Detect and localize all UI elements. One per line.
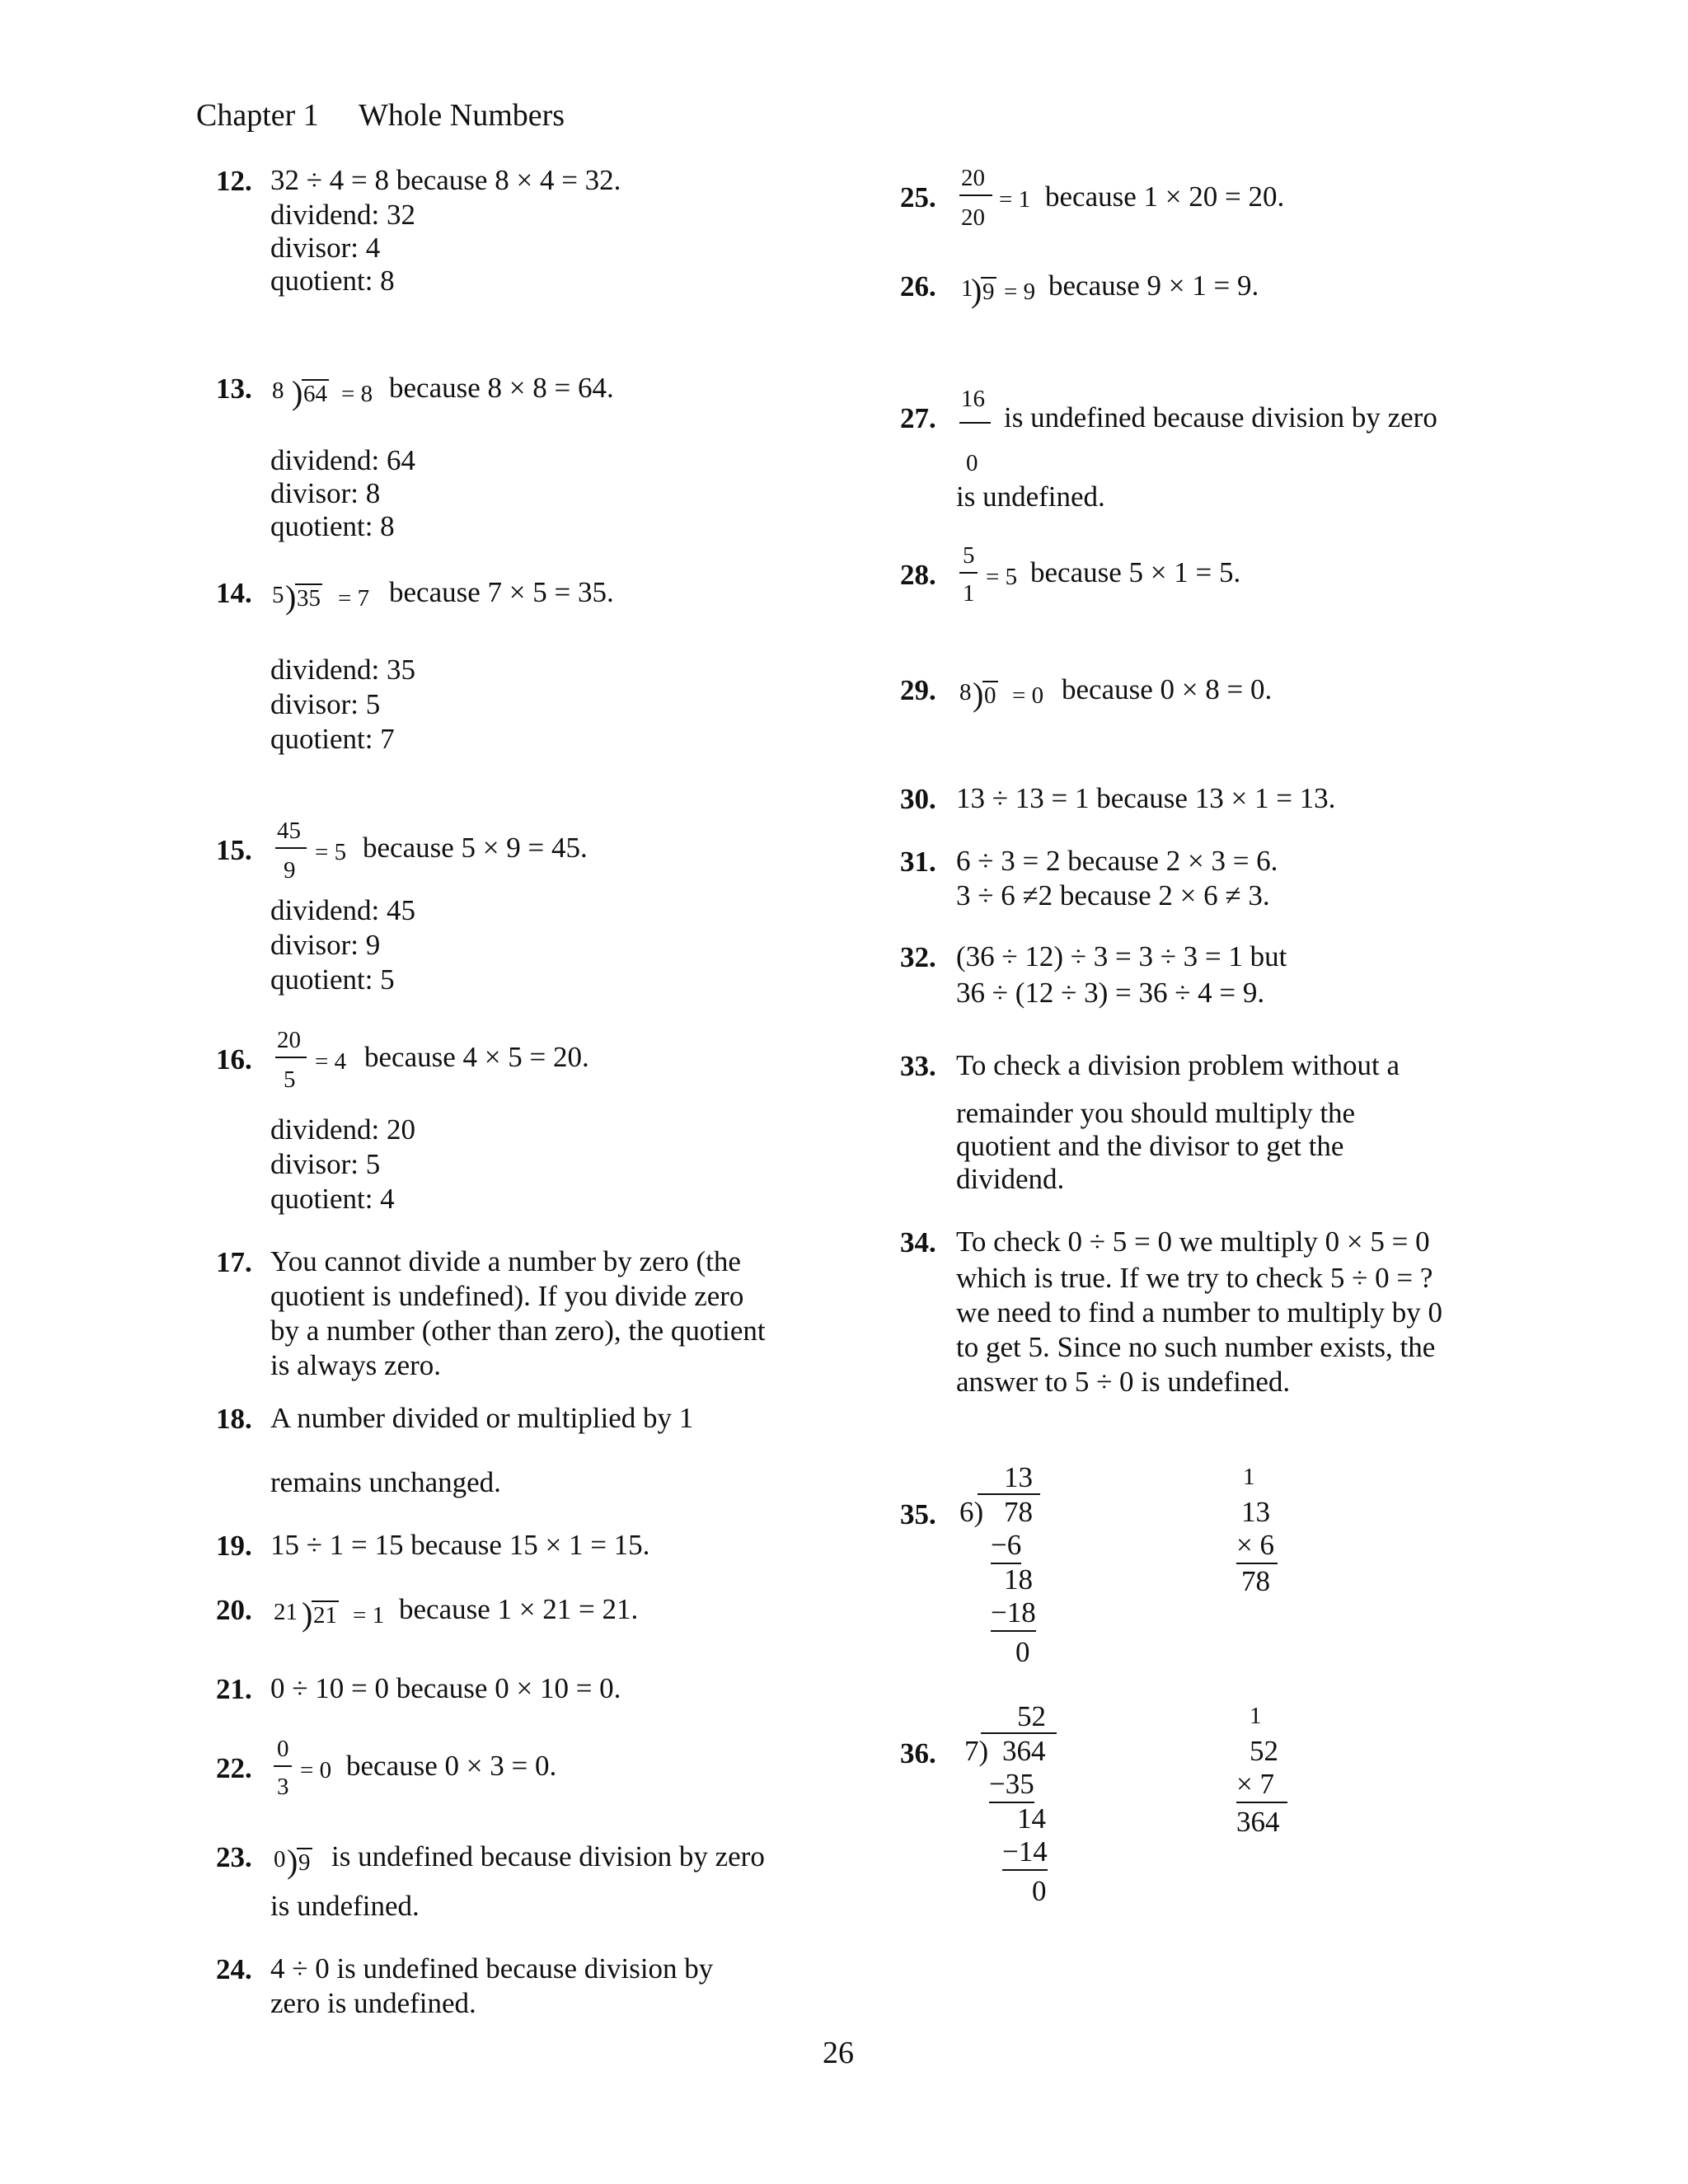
multiplicand: 13 — [1241, 1496, 1270, 1528]
chapter-label: Chapter 1 — [196, 98, 319, 133]
problem-line: answer to 5 ÷ 0 is undefined. — [956, 1366, 1291, 1398]
problem-line: 36 ÷ (12 ÷ 3) = 36 ÷ 4 = 9. — [956, 977, 1265, 1009]
problem-number: 20. — [216, 1594, 252, 1626]
fraction-bar — [274, 1765, 292, 1767]
fraction-bar — [959, 572, 978, 574]
problem-line: quotient: 5 — [270, 963, 395, 996]
long-division-divisor: 1 — [961, 275, 973, 302]
problem-line: dividend: 20 — [270, 1113, 415, 1146]
page-number: 26 — [823, 2036, 854, 2070]
remainder-line: 14 — [1017, 1802, 1046, 1835]
problem-line: 32 ÷ 4 = 8 because 8 × 4 = 32. — [270, 164, 621, 196]
divisor: 6) — [959, 1496, 984, 1528]
problem-line: divisor: 8 — [270, 477, 381, 509]
problem-line: we need to find a number to multiply by 0 — [956, 1296, 1443, 1329]
fraction-denominator: 20 — [961, 204, 985, 231]
problem-line: zero is undefined. — [270, 1987, 476, 2019]
problem-number: 31. — [900, 846, 936, 878]
problem-number: 29. — [900, 674, 936, 706]
result: = 4 — [315, 1048, 347, 1075]
result: = 1 — [999, 186, 1031, 213]
problem-number: 15. — [216, 834, 252, 866]
problem-line: To check a division problem without a — [956, 1049, 1400, 1081]
problem-line: A number divided or multiplied by 1 — [270, 1402, 694, 1434]
dividend: 78 — [1004, 1496, 1033, 1528]
problem-number: 12. — [216, 165, 252, 197]
problem-line: quotient: 8 — [270, 265, 395, 297]
problem-number: 27. — [900, 402, 936, 434]
subtract-line: −6 — [991, 1528, 1021, 1564]
long-division-dividend: 0 — [984, 682, 996, 709]
fraction-denominator: 0 — [966, 450, 978, 476]
explanation: because 5 × 9 = 45. — [363, 832, 588, 864]
problem-line: divisor: 9 — [270, 929, 381, 961]
long-division-divisor: 5 — [272, 582, 284, 608]
explanation: because 8 × 8 = 64. — [389, 372, 614, 404]
problem-line: which is true. If we try to check 5 ÷ 0 = ? — [956, 1262, 1433, 1294]
result: = 8 — [341, 381, 373, 407]
explanation: because 1 × 21 = 21. — [399, 1593, 639, 1625]
problem-line: (36 ÷ 12) ÷ 3 = 3 ÷ 3 = 1 but — [956, 940, 1287, 972]
multiplier: × 7 — [1236, 1767, 1287, 1803]
explanation: because 0 × 3 = 0. — [346, 1750, 557, 1782]
fraction-numerator: 16 — [961, 386, 985, 412]
product: 364 — [1236, 1806, 1280, 1838]
problem-line: quotient: 4 — [270, 1183, 395, 1215]
explanation: because 0 × 8 = 0. — [1062, 673, 1273, 705]
problem-number: 21. — [216, 1673, 252, 1705]
subtract-line: −18 — [991, 1596, 1036, 1632]
problem-line: by a number (other than zero), the quotient — [270, 1315, 766, 1347]
fraction-denominator: 9 — [284, 857, 296, 883]
problem-number: 16. — [216, 1043, 252, 1076]
fraction-numerator: 20 — [277, 1027, 301, 1053]
problem-number: 18. — [216, 1403, 252, 1435]
fraction-numerator: 20 — [961, 165, 985, 191]
explanation: because 1 × 20 = 20. — [1045, 180, 1285, 213]
fraction-denominator: 5 — [284, 1066, 296, 1093]
explanation: because 7 × 5 = 35. — [389, 576, 614, 608]
problem-line: 4 ÷ 0 is undefined because division by — [270, 1952, 714, 1985]
problem-line: quotient: 7 — [270, 723, 395, 755]
quotient: 52 — [1017, 1700, 1046, 1732]
problem-number: 14. — [216, 577, 252, 609]
remainder-line: 0 — [1015, 1636, 1030, 1668]
problem-line: dividend: 64 — [270, 444, 415, 476]
problem-number: 17. — [216, 1246, 252, 1278]
explanation: because 9 × 1 = 9. — [1048, 269, 1259, 302]
fraction-bar — [275, 847, 307, 849]
long-division-divisor: 21 — [274, 1599, 298, 1625]
problem-number: 25. — [900, 181, 936, 213]
fraction-numerator: 5 — [963, 542, 975, 569]
problem-line: quotient: 8 — [270, 510, 395, 542]
problem-line: dividend: 32 — [270, 199, 415, 231]
problem-line: divisor: 5 — [270, 1148, 381, 1180]
problem-line: to get 5. Since no such number exists, the — [956, 1331, 1436, 1363]
long-division-dividend: 9 — [982, 279, 995, 305]
division-bracket: ) — [287, 1843, 298, 1880]
multiplier: × 6 — [1236, 1528, 1278, 1564]
problem-line: dividend: 45 — [270, 894, 415, 926]
long-division-divisor: 0 — [274, 1846, 286, 1872]
problem-line: is undefined. — [270, 1890, 420, 1922]
multiplicand: 52 — [1250, 1735, 1278, 1767]
problem-line: dividend. — [956, 1163, 1065, 1195]
problem-line: 13 ÷ 13 = 1 because 13 × 1 = 13. — [956, 782, 1336, 814]
fraction-bar — [959, 194, 992, 196]
fraction-numerator: 0 — [277, 1736, 289, 1762]
fraction-denominator: 3 — [277, 1774, 289, 1800]
problem-line: 15 ÷ 1 = 15 because 15 × 1 = 15. — [270, 1529, 650, 1561]
problem-line: is always zero. — [270, 1349, 442, 1381]
problem-line: divisor: 5 — [270, 688, 381, 720]
division-bracket: ) — [973, 676, 984, 713]
remainder-line: 0 — [1032, 1875, 1047, 1907]
problem-line: remains unchanged. — [270, 1466, 501, 1498]
result: = 0 — [1012, 682, 1044, 709]
problem-line: remainder you should multiply the — [956, 1097, 1356, 1129]
result: = 5 — [315, 839, 347, 865]
subtract-line: −14 — [1002, 1835, 1048, 1871]
carry-digit: 1 — [1250, 1703, 1262, 1729]
result: = 5 — [986, 564, 1018, 590]
problem-line: quotient and the divisor to get the — [956, 1130, 1344, 1162]
dividend: 364 — [1002, 1735, 1046, 1767]
carry-digit: 1 — [1243, 1464, 1255, 1490]
division-bracket: ) — [285, 579, 297, 616]
subtract-line: −35 — [989, 1767, 1034, 1803]
problem-number: 28. — [900, 559, 936, 591]
division-bracket: ) — [302, 1596, 313, 1633]
explanation: because 5 × 1 = 5. — [1030, 556, 1241, 588]
problem-number: 26. — [900, 270, 936, 302]
problem-number: 23. — [216, 1841, 252, 1873]
chapter-title: Whole Numbers — [359, 98, 565, 133]
division-bracket: ) — [292, 374, 303, 411]
problem-line: is undefined. — [956, 480, 1105, 513]
remainder-line: 18 — [1004, 1563, 1033, 1596]
fraction-denominator: 1 — [963, 580, 975, 607]
long-division-dividend: 9 — [298, 1849, 311, 1876]
problem-line: 3 ÷ 6 ≠2 because 2 × 6 ≠ 3. — [956, 879, 1270, 912]
problem-number: 13. — [216, 373, 252, 405]
quotient: 13 — [1004, 1461, 1033, 1493]
problem-number: 33. — [900, 1050, 936, 1082]
problem-number: 22. — [216, 1752, 252, 1784]
problem-line: dividend: 35 — [270, 654, 415, 686]
problem-number: 36. — [900, 1737, 936, 1769]
explanation: because 4 × 5 = 20. — [364, 1041, 589, 1073]
problem-number: 24. — [216, 1953, 252, 1985]
long-division-dividend: 64 — [303, 381, 327, 407]
problem-number: 19. — [216, 1530, 252, 1562]
problem-number: 32. — [900, 941, 936, 973]
problem-line: 0 ÷ 10 = 0 because 0 × 10 = 0. — [270, 1672, 621, 1704]
explanation: is undefined because division by zero — [1004, 401, 1437, 434]
long-division-divisor: 8 — [959, 679, 972, 705]
fraction-bar — [959, 422, 991, 424]
long-division-dividend: 35 — [297, 585, 321, 612]
result: = 9 — [1004, 279, 1036, 305]
problem-number: 30. — [900, 783, 936, 815]
long-division-divisor: 8 — [272, 377, 284, 404]
problem-number: 34. — [900, 1226, 936, 1258]
problem-line: divisor: 4 — [270, 232, 381, 264]
division-bracket: ) — [971, 272, 982, 309]
divisor: 7) — [964, 1735, 989, 1767]
result: = 7 — [338, 585, 370, 612]
problem-line: You cannot divide a number by zero (the — [270, 1245, 741, 1277]
result: = 1 — [353, 1602, 385, 1629]
problem-line: 6 ÷ 3 = 2 because 2 × 3 = 6. — [956, 845, 1278, 877]
problem-number: 35. — [900, 1498, 936, 1530]
problem-line: quotient is undefined). If you divide zero — [270, 1280, 744, 1312]
result: = 0 — [300, 1757, 332, 1783]
problem-line: To check 0 ÷ 5 = 0 we multiply 0 × 5 = 0 — [956, 1226, 1430, 1258]
long-division-dividend: 21 — [313, 1602, 337, 1629]
product: 78 — [1241, 1565, 1270, 1597]
explanation: is undefined because division by zero — [331, 1840, 765, 1872]
fraction-numerator: 45 — [277, 818, 301, 844]
fraction-bar — [275, 1057, 307, 1058]
